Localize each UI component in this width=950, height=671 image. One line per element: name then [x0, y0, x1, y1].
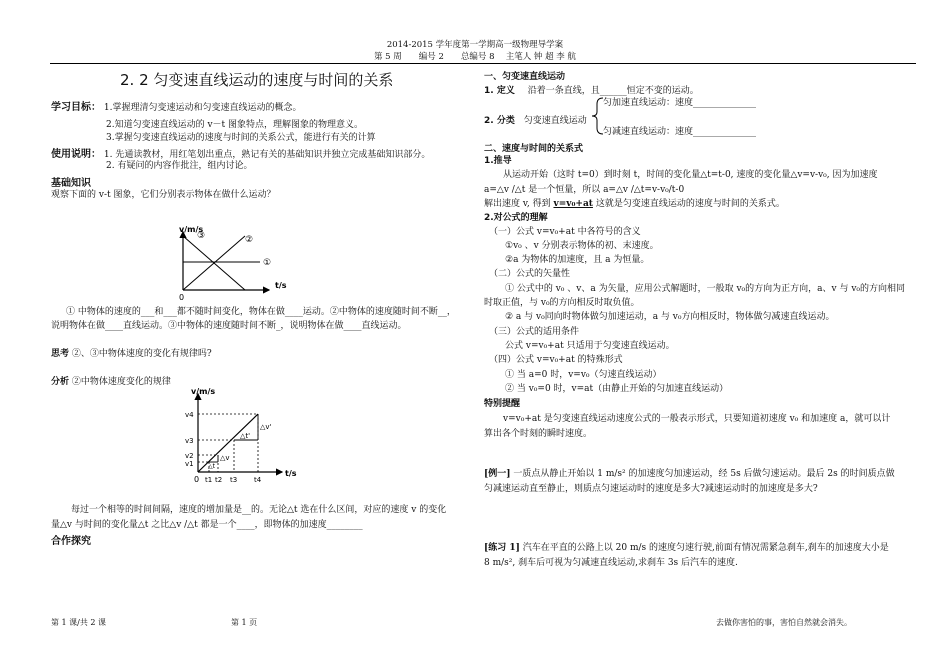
page-title: 2. 2 匀变速直线运动的速度与时间的关系 — [120, 71, 394, 89]
footer-lesson: 第 1 课/共 2 课 — [51, 618, 107, 627]
example-1-cont: 匀减速运动直至静止，则质点匀速运动时的速度是多大?减速运动时的加速度是多大? — [484, 484, 818, 494]
special-2: ② 当 v₀=0 时，v=at（由静止开始的匀加速直线运动） — [505, 384, 729, 394]
derive-solve — [484, 196, 785, 209]
analysis-label: 分析 — [51, 377, 70, 387]
goal-1: 1.掌握理清匀变速运动和匀变速直线运动的概念。 — [103, 103, 302, 113]
basics-title: 基础知识 — [51, 178, 91, 189]
tick-t4: t4 — [254, 476, 262, 484]
velocity-line — [198, 414, 258, 472]
question-1-line-2: 说明物体在做____直线运动。③中物体的速度随时间不断_，说明物体在做____直线运动。 — [51, 321, 407, 331]
footer-page: 第 1 页 — [231, 618, 258, 627]
think-label: 思考 — [51, 349, 70, 359]
tip-title: 特别提醒 — [484, 399, 521, 409]
coop-title: 合作探究 — [51, 536, 91, 547]
section-2-title: 二、速度与时间的关系式 — [484, 144, 584, 154]
example-1-text: 一质点从静止开始以 1 m/s² 的加速度匀加速运动，经 5s 后做匀速运动。最后 2s 的时间质点做 — [510, 469, 895, 479]
classification-item-1: 匀加速直线运动：速度______________ — [603, 98, 757, 108]
tick-t1: t1 — [205, 476, 213, 484]
analysis-para-2: 量△v 与时间的变化量△t 之比△v /△t 都是一个____，即物体的加速度________ — [51, 520, 363, 530]
example-1 — [484, 466, 895, 479]
exercise-1-cont: 8 m/s², 刹车后可视为匀减速直线运动,求刹车 3s 后汽车的速度. — [484, 558, 738, 568]
classification-item-2: 匀减速直线运动：速度______________ — [603, 127, 757, 137]
goal-3: 3.掌握匀变速直线运动的速度与时间的关系公式，能进行有关的计算 — [106, 133, 376, 143]
usage-2: 2. 有疑问的内容作批注，组内讨论。 — [106, 161, 253, 171]
section-1-title: 一、匀变速直线运动 — [484, 72, 566, 82]
vector-1: ① 公式中的 v₀ 、v、a 为矢量，应用公式解题时，一般取 v₀的方向为正方向，a、v 与 v₀的方向相同 — [505, 284, 906, 294]
classification-line — [484, 113, 587, 126]
tick-v3: v3 — [185, 437, 194, 445]
tip-line-2: 算出各个时刻的瞬时速度。 — [484, 429, 593, 439]
definition-label: 1. 定义 — [484, 86, 515, 96]
velocity-formula: v=v₀+at — [553, 199, 593, 209]
analysis-block — [51, 374, 171, 387]
question-1-line-1: ① 中物体的速度的___和___都不随时间变化，物体在做____运动。②中物体的速度随时间不断__， — [66, 307, 456, 317]
chart1-xlabel: t/s — [275, 281, 287, 290]
meaning-1: ①v₀ 、v 分别表示物体的初、末速度。 — [505, 241, 659, 251]
goal-2: 2.知道匀变速直线运动的 v－t 图象特点，理解图象的物理意义。 — [106, 120, 364, 130]
mark-dt: △t — [208, 463, 215, 470]
exercise-1-label: [练习 1] — [484, 543, 520, 553]
classification-text: 匀变速直线运动 — [523, 116, 587, 126]
special-heading: （四）公式 v=v₀+at 的特殊形式 — [489, 355, 623, 365]
chart2-xlabel: t/s — [285, 469, 297, 478]
goals-block — [51, 98, 301, 113]
goals-label: 学习目标： — [51, 102, 101, 113]
conditions-1: 公式 v=v₀+at 只适用于匀变速直线运动。 — [505, 341, 675, 351]
chart1-ylabel: v/m/s — [179, 226, 204, 234]
label-1: ① — [263, 258, 272, 268]
header-line-2: 第 5 周 编号 2 总编号 8 主笔人 钟 超 李 航 — [373, 52, 577, 62]
usage-label: 使用说明： — [51, 149, 101, 160]
exercise-1-text: 汽车在平直的公路上以 20 m/s 的速度匀速行驶,前面有情况需紧急刹车,刹车的加速度大小是 — [519, 543, 889, 553]
exercise-1 — [484, 540, 889, 553]
mark-dt-prime: △t' — [240, 432, 251, 440]
definition-text: 沿着一条直线，且______恒定不变的运动。 — [527, 86, 699, 96]
derive-solve-post: 这就是匀变速直线运动的速度与时间的关系式。 — [592, 199, 785, 209]
vt-graph-2 — [172, 386, 302, 486]
footer-motto: 去做你害怕的事，害怕自然就会消失。 — [716, 618, 852, 627]
vector-1-cont: 时取正值，与 v₀的方向相反时取负值。 — [484, 298, 640, 308]
tick-v2: v2 — [185, 452, 194, 460]
think-text: ②、③中物体速度的变化有规律吗? — [71, 349, 212, 359]
mark-dv: △v — [220, 454, 230, 462]
tick-t3: t3 — [230, 476, 238, 484]
chart2-ylabel: v/m/s — [191, 387, 216, 396]
label-2: ② — [245, 235, 254, 245]
derive-line-2: a=△v /△t 是一个恒量，所以 a=△v /△t=v-v₀/t-0 — [484, 185, 685, 195]
vector-heading: （二）公式的矢量性 — [489, 269, 571, 279]
meaning-2: ②a 为物体的加速度，且 a 为恒量。 — [505, 255, 650, 265]
conditions-heading: （三）公式的适用条件 — [489, 327, 580, 337]
analysis-text: ②中物体速度变化的规律 — [71, 377, 171, 387]
mark-dv-prime: △v' — [260, 423, 272, 431]
derive-title: 1.推导 — [484, 156, 512, 166]
tip-line-1: v=v₀+at 是匀变速直线运动速度公式的一般表示形式，只要知道初速度 v₀ 和加速度 a，就可以计 — [503, 414, 891, 424]
derive-solve-pre: 解出速度 v, 得到 — [484, 199, 554, 209]
special-1: ① 当 a=0 时，v=v₀（匀速直线运动） — [505, 370, 662, 380]
example-1-label: [例一] — [484, 469, 511, 479]
vector-2: ② a 与 v₀同向时物体做匀加速运动，a 与 v₀方向相反时，物体做匀减速直线运动。 — [505, 312, 835, 322]
analysis-para-1: 每过一个相等的时间间隔，速度的增加量是__的。无论△t 选在什么区间，对应的速度 v 的变化 — [71, 505, 447, 515]
basics-intro: 观察下面的 v-t 图象，它们分别表示物体在做什么运动？ — [51, 190, 276, 200]
vt-graph-1 — [165, 226, 295, 304]
chart2-origin: 0 — [194, 475, 200, 484]
understand-title: 2.对公式的理解 — [484, 213, 548, 223]
header-line-1: 2014-2015 学年度第一学期高一级物理导学案 — [386, 40, 564, 50]
classification-label: 2. 分类 — [484, 116, 515, 126]
chart1-origin: 0 — [179, 293, 185, 302]
label-3: ③ — [197, 231, 206, 241]
tick-t2: t2 — [215, 476, 223, 484]
think-block — [51, 346, 212, 359]
usage-1: 1. 先通读教材，用红笔划出重点，熟记有关的基础知识并独立完成基础知识部分。 — [103, 150, 431, 160]
meaning-heading: （一）公式 v=v₀+at 中各符号的含义 — [489, 227, 641, 237]
derive-line-1: 从运动开始（这时 t=0）到时刻 t，时间的变化量△t=t-0, 速度的变化量△v=v-v₀, 因为加速度 — [503, 170, 878, 180]
tick-v1: v1 — [185, 460, 194, 468]
tick-v4: v4 — [185, 411, 194, 419]
header-rule — [50, 63, 916, 64]
